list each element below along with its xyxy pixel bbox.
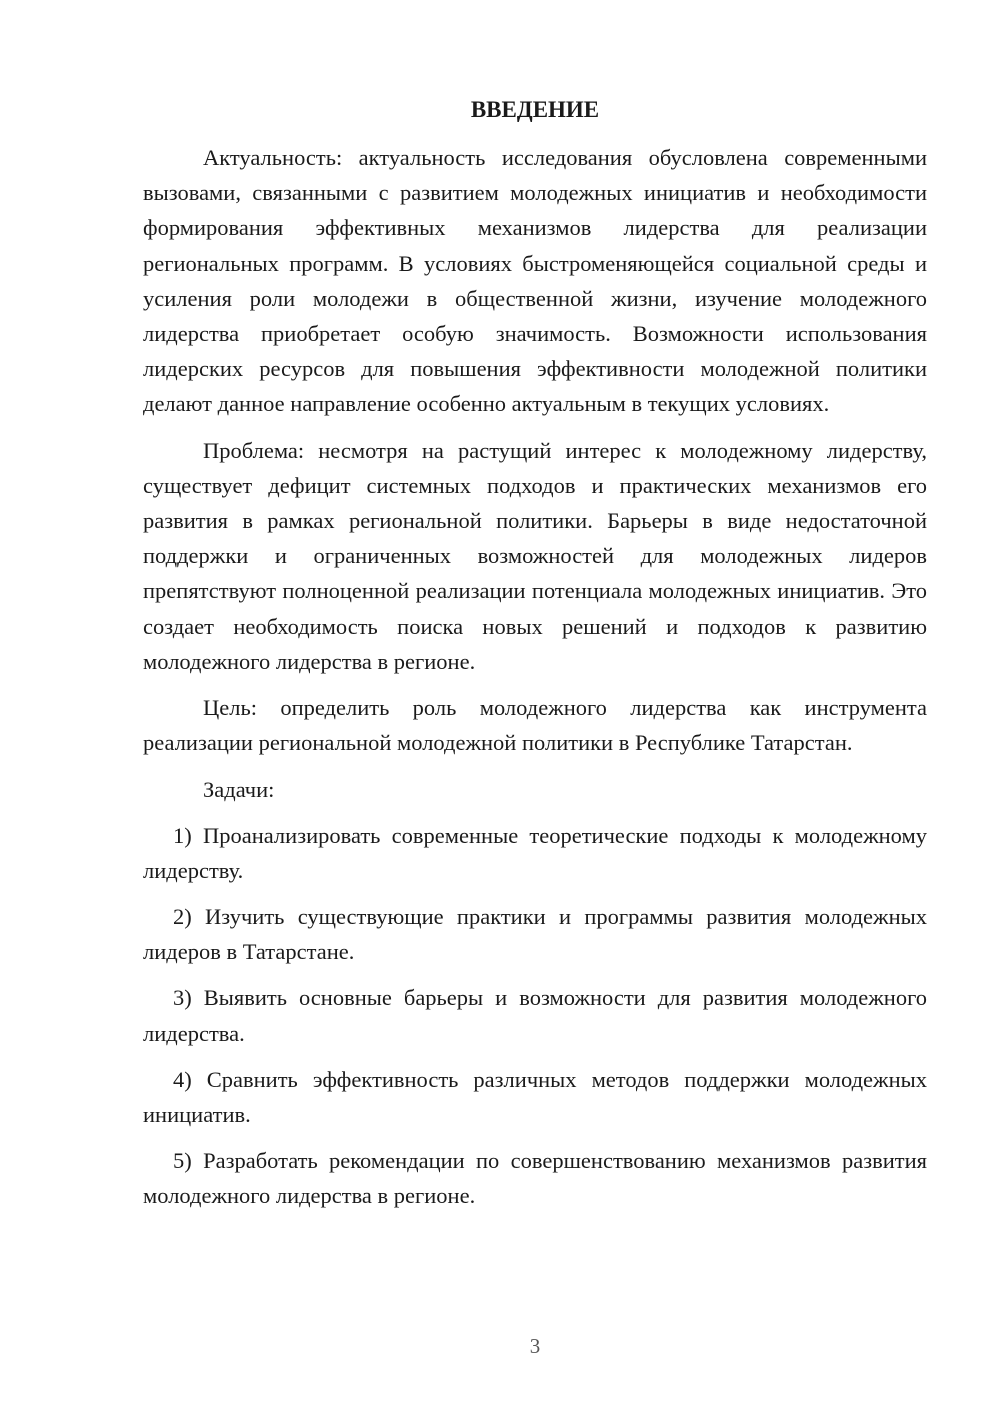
page-title: ВВЕДЕНИЕ xyxy=(470,97,600,122)
task-item-4: 4) Сравнить эффективность различных методов поддержки молодежных инициатив. xyxy=(143,1066,927,1128)
task-item-3: 3) Выявить основные барьеры и возможности для развития молодежного лидерства. xyxy=(143,985,927,1046)
tasks-title: Задачи: xyxy=(203,777,275,803)
task-item-2: 2) Изучить существующие практики и программы развития молодежных лидеров в Татарстане. xyxy=(143,904,927,965)
page-number: 3 xyxy=(529,1334,541,1358)
paragraph-relevance: Актуальность: актуальность исследования обусловлена современными вызовами, связанными с развитием молодежных инициатив и необходимости формирования эффективных механизмов лидерства для реализации региональных программ. В условиях быстроменяющейся социальной среды и усиления роли молодежи в общественной жизни, изучение молодежного лидерства приобретает особую значимость. Возможности использования лидерских ресурсов для повышения эффективности молодежной политики делают данное направление особенно актуальным в текущих условиях. xyxy=(143,145,927,417)
page-content xyxy=(143,92,927,1214)
paragraph-goal: Цель: определить роль молодежного лидерства как инструмента реализации региональной молодежной политики в Республике Татарстан. xyxy=(143,695,927,756)
task-item-1: 1) Проанализировать современные теоретические подходы к молодежному лидерству. xyxy=(143,822,927,883)
task-item-5: 5) Разработать рекомендации по совершенствованию механизмов развития молодежного лидерства в регионе. xyxy=(143,1148,927,1209)
paragraph-problem: Проблема: несмотря на растущий интерес к молодежному лидерству, существует дефицит системных подходов и практических механизмов его развития в рамках региональной политики. Барьеры в виде недостаточной поддержки и ограниченных возможностей для молодежных лидеров препятствуют полноценной реализации потенциала молодежных инициатив. Это создает необходимость поиска новых решений и подходов к развитию молодежного лидерства в регионе. xyxy=(143,437,927,674)
